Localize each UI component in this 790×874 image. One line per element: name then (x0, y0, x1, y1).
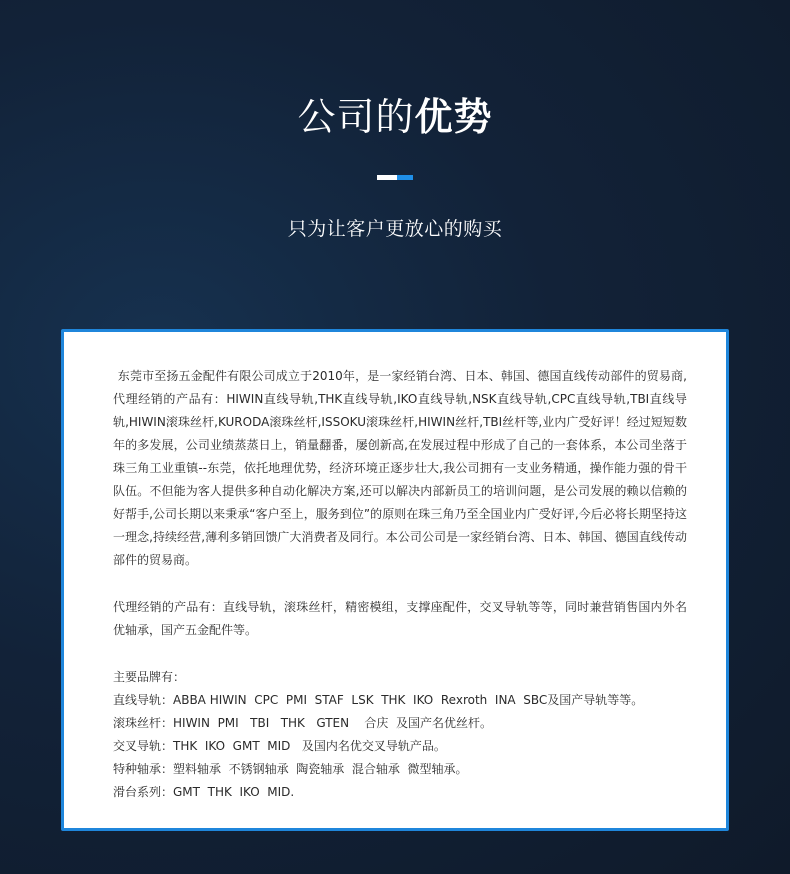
intro-paragraph: 东莞市至扬五金配件有限公司成立于2010年，是一家经销台湾、日本、韩国、德国直线传动部件的贸易商,代理经销的产品有：HIWIN直线导轨,THK直线导轨,IKO直线导轨,NSK直线导轨,CPC直线导轨,TBI直线导轨,HIWIN滚珠丝杆,KURODA滚珠丝杆,ISSOKU滚珠丝杆,HIWIN丝杆,TBI丝杆等,业内广受好评！经过短短数年的多发展，公司业绩蒸蒸日上，销量翻番，屡创新高,在发展过程中形成了自己的一套体系，本公司坐落于珠三角工业重镇--东莞，依托地理优势，经济环境正逐步壮大,我公司拥有一支业务精通，操作能力强的骨干队伍。不但能为客人提供多种自动化解决方案,还可以解决内部新员工的培训问题，是公司发展的赖以信赖的好帮手,公司长期以来秉承“客户至上，服务到位”的原则在珠三角乃至全国业内广受好评,今后必将长期坚持这一理念,持续经营,薄利多销回馈广大消费者及同行。本公司公司是一家经销台湾、日本、韩国、德国直线传动部件的贸易商。 (113, 369, 687, 567)
divider-blue-segment (397, 175, 413, 180)
brand-line-special-bearing: 特种轴承：塑料轴承 不锈钢轴承 陶瓷轴承 混合轴承 微型轴承。 (113, 762, 468, 776)
divider-white-segment (377, 175, 397, 180)
page-title-light: 公司的 (297, 95, 415, 139)
card-content (113, 365, 687, 804)
page-title (0, 92, 790, 142)
spacer (113, 572, 687, 596)
brand-line-ball-screw: 滚珠丝杆：HIWIN PMI TBI THK GTEN 合庆 及国产名优丝杆。 (113, 716, 493, 730)
brands-title: 主要品牌有： (113, 670, 186, 684)
title-divider (377, 175, 413, 180)
brand-line-linear-guide: 直线导轨：ABBA HIWIN CPC PMI STAF LSK THK IKO Rexroth INA SBC及国产导轨等等。 (113, 693, 644, 707)
page-title-bold: 优势 (414, 95, 493, 139)
brand-line-slide-table: 滑台系列：GMT THK IKO MID. (113, 785, 295, 799)
products-paragraph: 代理经销的产品有：直线导轨，滚珠丝杆，精密模组，支撑座配件，交叉导轨等等，同时兼营销售国内外名优轴承，国产五金配件等。 (113, 600, 687, 637)
page-subtitle: 只为让客户更放心的购买 (287, 218, 503, 240)
spacer (113, 642, 687, 666)
company-info-card (61, 329, 729, 831)
brand-line-cross-guide: 交叉导轨：THK IKO GMT MID 及国内名优交叉导轨产品。 (113, 739, 446, 753)
